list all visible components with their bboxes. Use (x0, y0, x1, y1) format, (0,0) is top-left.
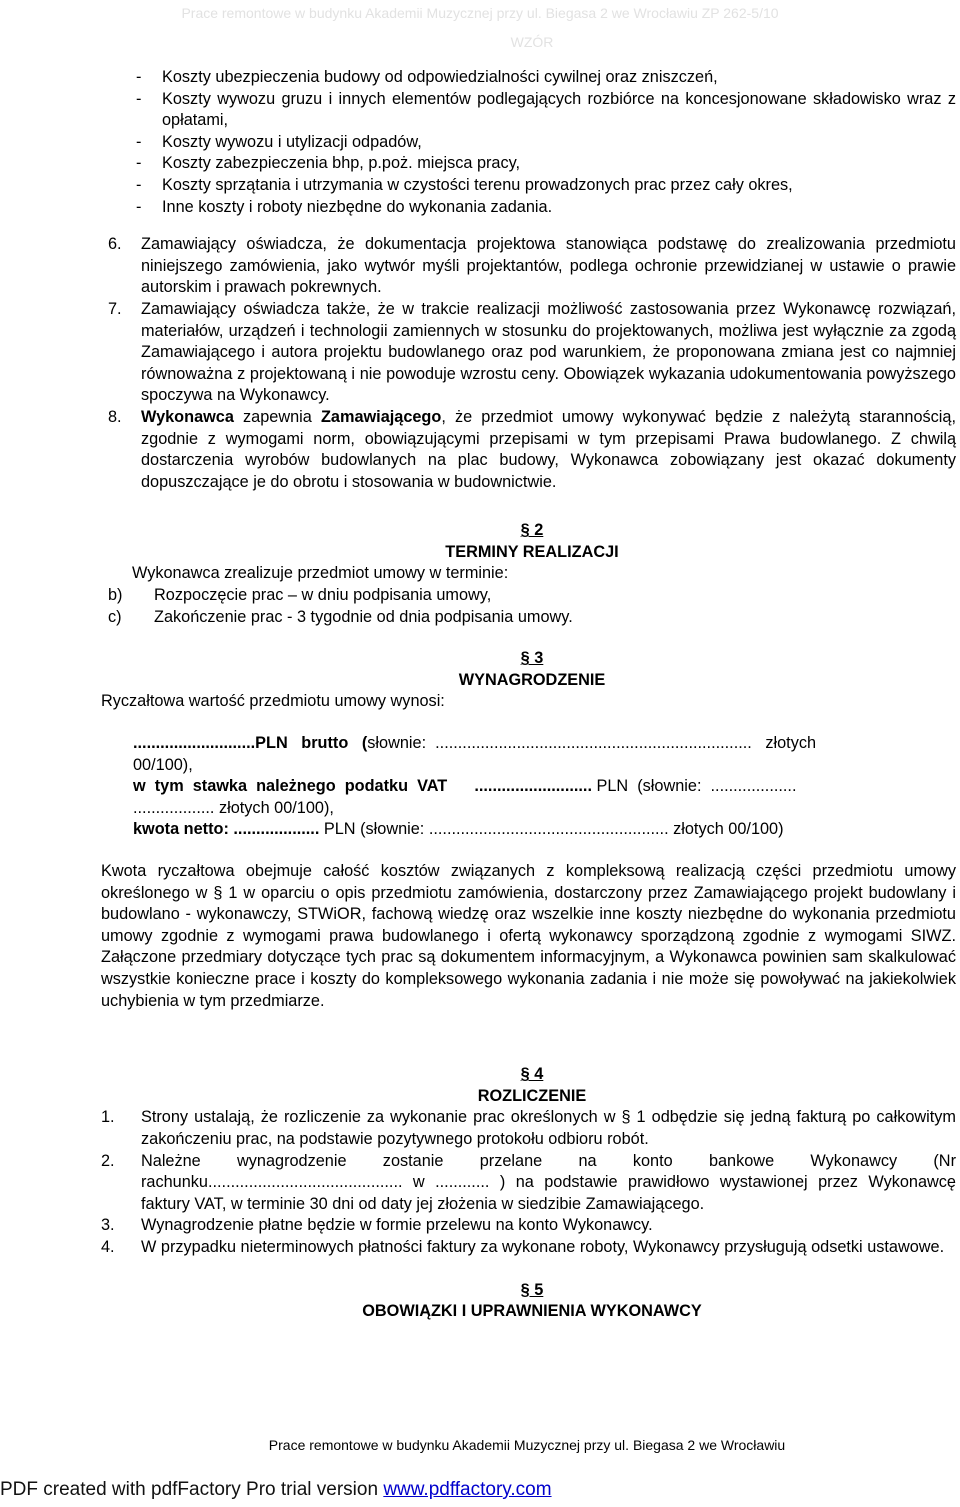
list-item: b) Rozpoczęcie prac – w dniu podpisania umowy, (108, 586, 492, 605)
price-block (108, 733, 956, 841)
bullet-dash: - (136, 132, 142, 151)
bullet-dash: - (136, 154, 142, 173)
settlement-list (101, 1107, 956, 1258)
section-title: TERMINY REALIZACJI (445, 542, 619, 561)
bullet-dash: - (136, 197, 142, 216)
page-header (0, 0, 960, 50)
list-item: - Koszty sprzątania i utrzymania w czystości terenu prowadzonych prac przez cały okres, (108, 175, 956, 197)
bold-wykonawca: Wykonawca (141, 407, 234, 426)
header-wzor: WZÓR (510, 34, 554, 50)
list-item: 1. Strony ustalają, że rozliczenie za wykonanie prac określonych w § 1 odbędzie się jedną fakturą po całkowitym zakończeniu prac, na podstawie pozytywnego protokołu odbioru robót. (101, 1108, 956, 1148)
list-item: c) Zakończenie prac - 3 tygodnie od dnia podpisania umowy. (108, 607, 573, 626)
section-3-heading (108, 648, 956, 691)
brutto-row: ...........................PLN brutto (słownie: ...................................................................... złotych (133, 734, 817, 753)
bullet-dash: - (136, 175, 142, 194)
section-symbol: § 5 (520, 1280, 544, 1299)
list-item-8: 8. Wykonawca zapewnia Zamawiającego, że przedmiot umowy wykonywać będzie z należytą starannością, zgodnie z wymogami norm, obowiązującymi przepisami w tym przepisami Prawa budowlanego. Z chwilą dostarczenia wyrobów budowlanych na plac budowy, Wykonawca zobowiązany jest okazać dokumenty dopuszczające je do obrotu i stosowania w budownictwie. (108, 407, 956, 491)
section-title: ROZLICZENIE (477, 1086, 587, 1105)
section-5-heading (108, 1280, 956, 1323)
list-item: 2. Należne wynagrodzenie zostanie przelane na konto bankowe Wykonawcy (Nr rachunku........................................... w ............ ) na podstawie prawidłowo wystawionej przez Wykonawcę faktury VAT, w terminie 30 dni od daty jej złożenia w siedzibie Zamawiającego. (101, 1151, 956, 1213)
list-item: - Koszty zabezpieczenia bhp, p.poż. miejsca pracy, (108, 153, 956, 175)
document-body (101, 67, 956, 1323)
list-item: 4. W przypadku nieterminowych płatności faktury za wykonane roboty, Wykonawcy przysługują odsetki ustawowe. (101, 1237, 945, 1256)
section-symbol: § 2 (520, 521, 544, 540)
section-3-intro: Ryczałtowa wartość przedmiotu umowy wynosi: (101, 692, 445, 711)
cost-list (108, 67, 956, 218)
section-4-heading (108, 1064, 956, 1107)
bullet-dash: - (136, 89, 142, 108)
section-title: WYNAGRODZENIE (458, 670, 606, 689)
section-2-heading (108, 520, 956, 563)
list-item: - Koszty ubezpieczenia budowy od odpowiedzialności cywilnej oraz zniszczeń, (108, 67, 956, 89)
section-2-intro: Wykonawca zrealizuje przedmiot umowy w terminie: (132, 564, 509, 583)
page-footer: Prace remontowe w budynku Akademii Muzycznej przy ul. Biegasa 2 we Wrocławiu (268, 1437, 786, 1453)
vat-row-cont: .................. złotych 00/100), (133, 798, 334, 817)
pdf-watermark: PDF created with pdfFactory Pro trial version www.pdffactory.com (0, 1479, 552, 1500)
list-item: - Inne koszty i roboty niezbędne do wykonania zadania. (108, 197, 956, 219)
netto-row: kwota netto: ................... PLN (słownie: ..................................................... złotych 00/100) (133, 820, 784, 839)
vat-row: w tym stawka należnego podatku VAT .......................... PLN (słownie: ................... (133, 777, 797, 796)
list-item: 3. Wynagrodzenie płatne będzie w formie przelewu na konto Wykonawcy. (101, 1216, 653, 1235)
section-3-paragraph: Kwota ryczałtowa obejmuje całość kosztów związanych z kompleksową realizacją części przedmiotu umowy określonego w § 1 w oparciu o opis przedmiotu zamówienia, dostarczony przez Zamawiającego projekt budowlany i budowlano - wykonawczy, STWiOR, fachową wiedzę oraz wszelkie inne koszty niezbędne do wykonania przedmiotu umowy zgodnie z wymogami prawa budowlanego i ofertą wykonawcy sporządzoną zgodnie z wymogami SIWZ. Załączone przedmiary dotyczące tych prac są dokumentem informacyjnym, a Wykonawca powinien sam skalkulować wszystkie konieczne prace i koszty do kompleksowego wykonania zadania i nie może się powoływać na jakiekolwiek uchybienia w tym przedmiarze. (101, 862, 956, 1010)
list-item: - Koszty wywozu gruzu i innych elementów podlegających rozbiórce na koncesjonowane składowisko wraz z opłatami, (108, 89, 956, 132)
section-symbol: § 4 (520, 1065, 544, 1084)
section-symbol: § 3 (520, 649, 544, 668)
list-item: - Koszty wywozu i utylizacji odpadów, (108, 132, 956, 154)
list-item-7: 7. Zamawiający oświadcza także, że w trakcie realizacji możliwość zastosowania przez Wykonawcę rozwiązań, materiałów, urządzeń i technologii zamiennych w stosunku do projektowanych, możliwa jest wyłącznie za zgodą Zamawiającego i autora projektu budowlanego oraz pod warunkiem, że proponowana zmiana jest co najmniej równoważna z projektowaną i nie powoduje wzrostu ceny. Obowiązek wykazania udokumentowania powyższego spoczywa na Wykonawcy. (108, 299, 956, 405)
list-item-6: 6. Zamawiający oświadcza, że dokumentacja projektowa stanowiąca podstawę do zrealizowania przedmiotu niniejszego zamówienia, jako wytwór myśli projektantów, podlega ochronie przewidzianej w ustawie o prawie autorskim i prawach pokrewnych. (108, 235, 956, 297)
bullet-dash: - (136, 68, 142, 86)
pdffactory-link[interactable]: www.pdffactory.com (383, 1479, 552, 1500)
header-title: Prace remontowe w budynku Akademii Muzycznej przy ul. Biegasa 2 we Wrocławiu ZP 262-5/10 (181, 5, 779, 21)
numbered-list (108, 234, 956, 493)
section-title: OBOWIĄZKI I UPRAWNIENIA WYKONAWCY (362, 1302, 702, 1321)
brutto-row-cont: 00/100), (133, 755, 193, 774)
bold-zamawiajacego: Zamawiającego (320, 407, 442, 426)
